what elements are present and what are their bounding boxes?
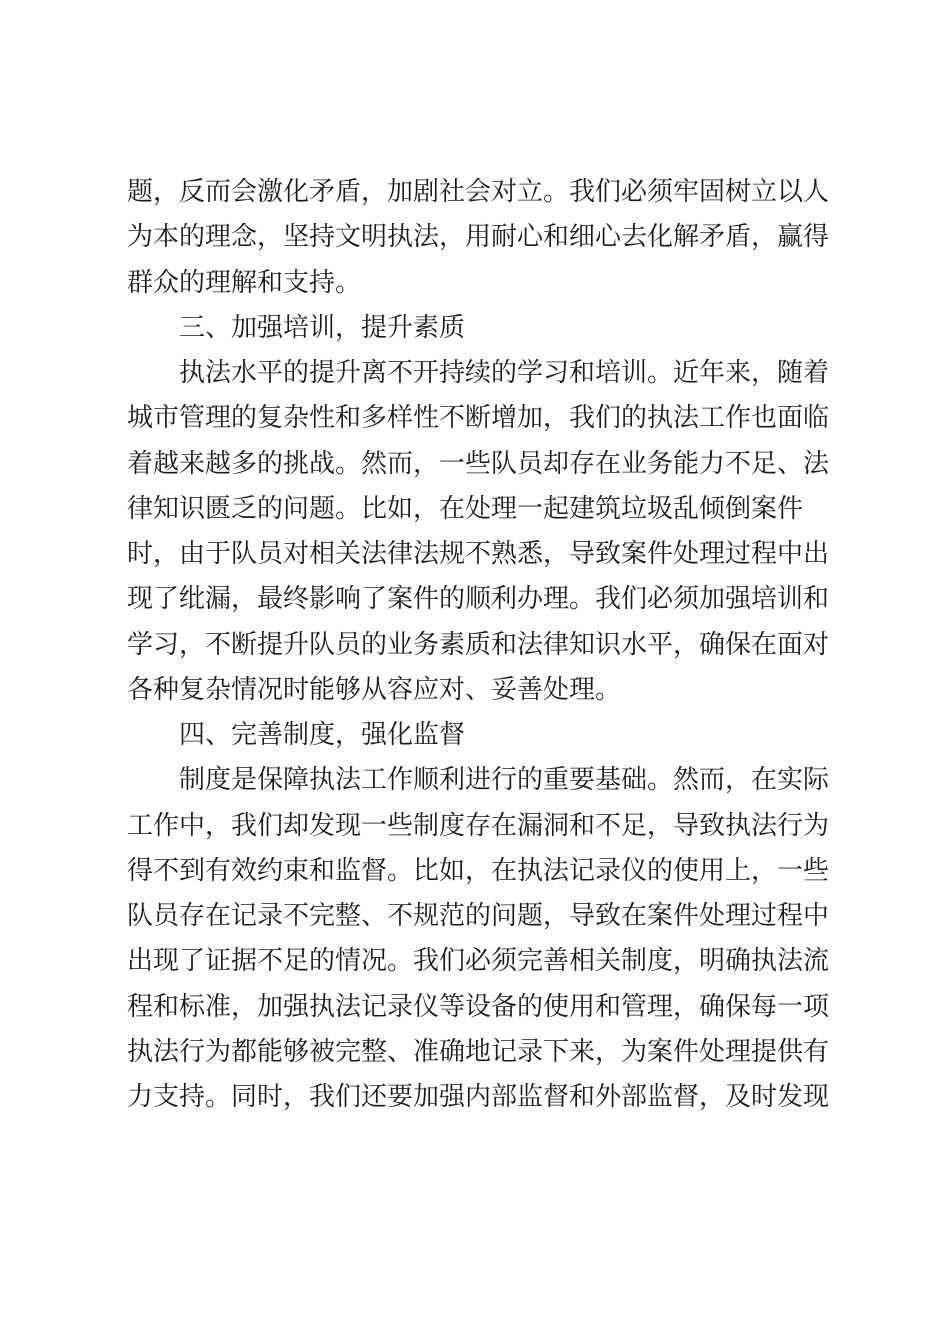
text-line: 题，反而会激化矛盾，加剧社会对立。我们必须牢固树立以人 xyxy=(127,177,830,207)
text-line: 群众的理解和支持。 xyxy=(127,267,362,298)
text-line: 力支持。同时，我们还要加强内部监督和外部监督，及时发现 xyxy=(127,1082,830,1112)
text-line: 队员存在记录不完整、不规范的问题，导致在案件处理过程中 xyxy=(127,901,830,931)
text-line: 时，由于队员对相关法律法规不熟悉，导致案件处理过程中出 xyxy=(127,539,830,569)
text-line: 为本的理念，坚持文明执法，用耐心和细心去化解矛盾，赢得 xyxy=(127,222,830,253)
text-line: 得不到有效约束和监督。比如，在执法记录仪的使用上，一些 xyxy=(127,855,830,886)
section-heading-3: 三、加强培训，提升素质 xyxy=(179,312,466,343)
text-line: 制度是保障执法工作顺利进行的重要基础。然而，在实际 xyxy=(179,765,830,796)
section-heading-4: 四、完善制度，强化监督 xyxy=(179,720,466,750)
text-line: 各种复杂情况时能够从容应对、妥善处理。 xyxy=(127,674,622,705)
text-line: 律知识匮乏的问题。比如，在处理一起建筑垃圾乱倾倒案件 xyxy=(127,493,804,524)
text-line: 程和标准，加强执法记录仪等设备的使用和管理，确保每一项 xyxy=(127,991,830,1022)
text-line: 现了纰漏，最终影响了案件的顺利办理。我们必须加强培训和 xyxy=(127,584,830,615)
text-line: 着越来越多的挑战。然而，一些队员却存在业务能力不足、法 xyxy=(127,448,830,479)
text-line: 城市管理的复杂性和多样性不断增加，我们的执法工作也面临 xyxy=(127,403,830,434)
body-text xyxy=(127,170,830,1120)
text-line: 出现了证据不足的情况。我们必须完善相关制度，明确执法流 xyxy=(127,946,830,977)
text-line: 学习，不断提升队员的业务素质和法律知识水平，确保在面对 xyxy=(127,629,830,660)
text-line: 执法行为都能够被完整、准确地记录下来，为案件处理提供有 xyxy=(127,1036,830,1067)
text-line: 工作中，我们却发现一些制度存在漏洞和不足，导致执法行为 xyxy=(127,810,830,841)
text-line: 执法水平的提升离不开持续的学习和培训。近年来，随着 xyxy=(179,358,830,388)
